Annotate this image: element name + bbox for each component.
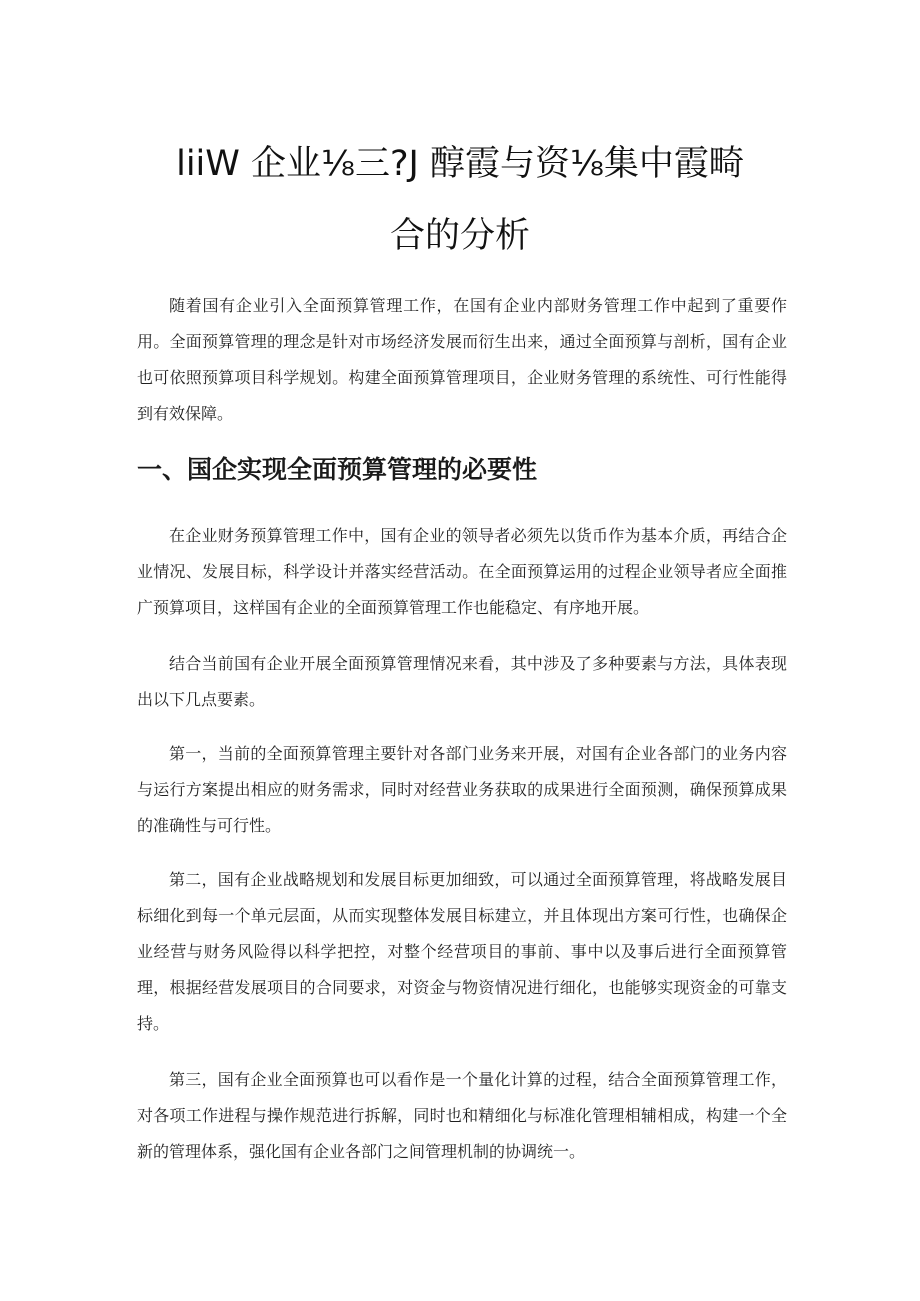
body-paragraph: 第二，国有企业战略规划和发展目标更加细致，可以通过全面预算管理，将战略发展目标细化到每一个单元层面，从而实现整体发展目标建立，并且体现出方案可行性，也确保企业经营与财务风险得以科学把控，对整个经营项目的事前、事中以及事后进行全面预算管理，根据经营发展项目的合同要求，对资金与物资情况进行细化，也能够实现资金的可靠支持。: [137, 870, 787, 1033]
body-paragraph: 在企业财务预算管理工作中，国有企业的领导者必须先以货币作为基本介质，再结合企业情况、发展目标，科学设计并落实经营活动。在全面预算运用的过程企业领导者应全面推广预算项目，这样国有企业的全面预算管理工作也能稳定、有序地开展。: [137, 526, 787, 617]
document-title-line1: liiW 企业⅛三?J 醇霞与资⅛集中霞畸: [176, 144, 744, 184]
document-title-line2: 合的分析: [389, 216, 530, 256]
body-paragraph: 结合当前国有企业开展全面预算管理情况来看，其中涉及了多种要素与方法，具体表现出以下几点要素。: [137, 654, 787, 709]
body-paragraph: 第三，国有企业全面预算也可以看作是一个量化计算的过程，结合全面预算管理工作，对各项工作进程与操作规范进行拆解，同时也和精细化与标准化管理相辅相成，构建一个全新的管理体系，强化国有企业各部门之间管理机制的协调统一。: [137, 1070, 787, 1161]
intro-paragraph: 随着国有企业引入全面预算管理工作，在国有企业内部财务管理工作中起到了重要作用。全面预算管理的理念是针对市场经济发展而衍生出来，通过全面预算与剖析，国有企业也可依照预算项目科学规划。构建全面预算管理项目，企业财务管理的系统性、可行性能得到有效保障。: [137, 296, 787, 423]
body-paragraph: 第一，当前的全面预算管理主要针对各部门业务来开展，对国有企业各部门的业务内容与运行方案提出相应的财务需求，同时对经营业务获取的成果进行全面预测，确保预算成果的准确性与可行性。: [137, 744, 787, 835]
section-heading: 一、国企实现全面预算管理的必要性: [137, 455, 538, 484]
